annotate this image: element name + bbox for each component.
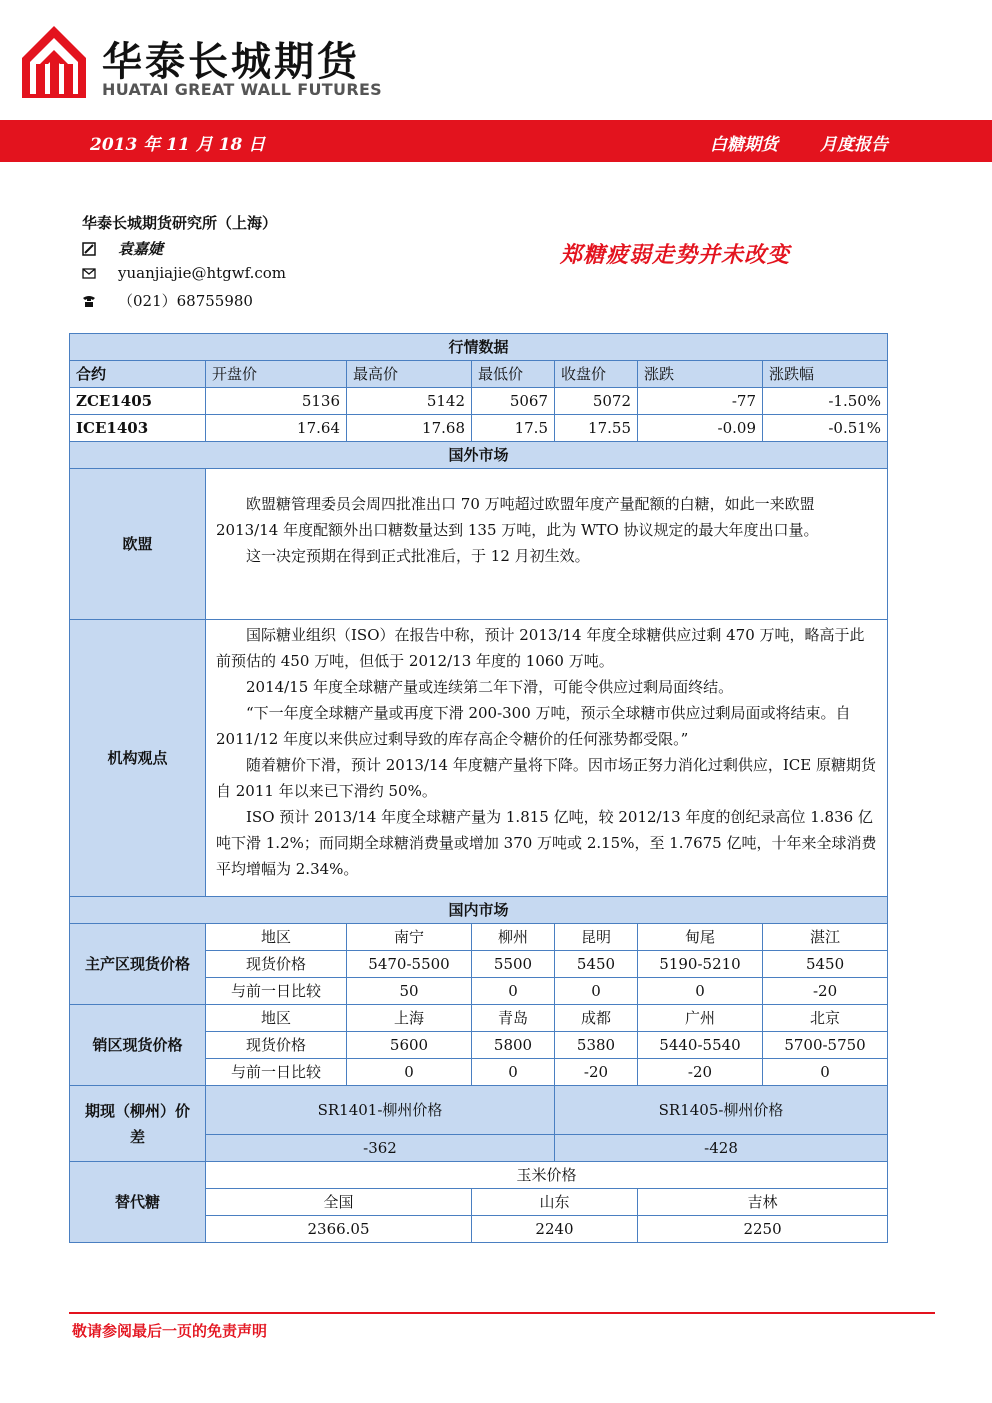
basis-row [70, 1086, 888, 1135]
institute-name: 华泰长城期货研究所（上海） [82, 214, 278, 232]
table-cell: 17.64 [206, 415, 347, 442]
envelope-icon [82, 266, 96, 280]
table-cell: 5450 [763, 951, 888, 978]
table-cell: 5136 [206, 388, 347, 415]
eu-text [206, 469, 888, 620]
column-header: 涨跌幅 [763, 361, 888, 388]
pen-note-icon [82, 242, 96, 256]
table-cell: 0 [472, 1059, 555, 1086]
telephone-icon [82, 294, 96, 308]
substitute-label: 替代糖 [70, 1162, 206, 1243]
table-cell: 2366.05 [206, 1216, 472, 1243]
table-cell: 吉林 [638, 1189, 888, 1216]
institution-paragraph: 随着糖价下滑，预计 2013/14 年度糖产量将下降。因市场正努力消化过剩供应，ICE 原糖期货自 2011 年以来已下滑约 50%。 [216, 756, 876, 800]
table-cell: 2240 [472, 1216, 638, 1243]
table-cell: 上海 [347, 1005, 472, 1032]
table-cell: 17.5 [472, 415, 555, 442]
table-cell: 与前一日比较 [206, 1059, 347, 1086]
column-header: 最高价 [347, 361, 472, 388]
table-cell: 广州 [638, 1005, 763, 1032]
table-cell: 5700-5750 [763, 1032, 888, 1059]
table-cell: 青岛 [472, 1005, 555, 1032]
table-cell: 昆明 [555, 924, 638, 951]
author-phone: （021）68755980 [118, 292, 253, 310]
table-cell: 5470-5500 [347, 951, 472, 978]
table-cell: 柳州 [472, 924, 555, 951]
table-cell: 与前一日比较 [206, 978, 347, 1005]
table-cell: 17.68 [347, 415, 472, 442]
eu-paragraph: 欧盟糖管理委员会周四批准出口 70 万吨超过欧盟年度产量配额的白糖，如此一来欧盟 2013/14 年度配额外出口糖数量达到 135 万吨，此为 WTO 协议规定的最大年度出口量。 [216, 495, 819, 539]
table-row [70, 388, 888, 415]
institution-row [70, 620, 888, 897]
table-cell: 0 [347, 1059, 472, 1086]
author-row [82, 238, 163, 259]
table-cell: -1.50% [763, 388, 888, 415]
basis-label: 期现（柳州）价差 [70, 1086, 206, 1162]
eu-row [70, 469, 888, 620]
disclaimer-note: 敬请参阅最后一页的免责声明 [72, 1322, 268, 1340]
table-cell: 山东 [472, 1189, 638, 1216]
table-cell: 0 [638, 978, 763, 1005]
institution-paragraph: “下一年度全球糖产量或再度下滑 200-300 万吨，预示全球糖市供应过剩局面或将结束。自 2011/12 年度以来供应过剩导致的库存高企令糖价的任何涨势都受限。” [216, 704, 851, 748]
table-cell: 全国 [206, 1189, 472, 1216]
table-cell: -20 [638, 1059, 763, 1086]
table-cell: 5440-5540 [638, 1032, 763, 1059]
column-header: 涨跌 [638, 361, 763, 388]
table-cell: 17.55 [555, 415, 638, 442]
company-logo-icon [20, 24, 88, 100]
basis-value: -428 [555, 1135, 888, 1162]
column-header: 收盘价 [555, 361, 638, 388]
report-date: 2013 年 11 月 18 日 [90, 135, 266, 155]
report-type: 月度报告 [820, 135, 888, 155]
table-cell: 5067 [472, 388, 555, 415]
table-cell: 0 [472, 978, 555, 1005]
table-cell: -77 [638, 388, 763, 415]
substitute-subtitle: 玉米价格 [206, 1162, 888, 1189]
producing-row [70, 924, 888, 951]
author-name: 袁嘉婕 [118, 240, 164, 258]
institution-paragraph: 2014/15 年度全球糖产量或连续第二年下滑，可能令供应过剩局面终结。 [246, 678, 734, 696]
report-headline: 郑糖疲弱走势并未改变 [560, 242, 791, 268]
brand-name-cn: 华泰长城期货 [102, 39, 360, 85]
institution-text [206, 620, 888, 897]
eu-label: 欧盟 [70, 469, 206, 620]
substitute-row [70, 1162, 888, 1189]
table-cell: 北京 [763, 1005, 888, 1032]
column-header: 合约 [70, 361, 206, 388]
institution-paragraph: 国际糖业组织（ISO）在报告中称，预计 2013/14 年度全球糖供应过剩 470 万吨，略高于此前预估的 450 万吨，但低于 2012/13 年度的 1060 万吨。 [216, 626, 865, 670]
table-cell: 现货价格 [206, 1032, 347, 1059]
domestic-title: 国内市场 [70, 897, 888, 924]
institution-label: 机构观点 [70, 620, 206, 897]
institution-paragraph: ISO 预计 2013/14 年度全球糖产量为 1.815 亿吨，较 2012/13 年度的创纪录高位 1.836 亿吨下滑 1.2%；而同期全球糖消费量或增加 370 万吨或 2.15%，至 1.7675 亿吨，十年来全球消费平均增幅为 2.34%。 [216, 808, 877, 878]
table-cell: 5500 [472, 951, 555, 978]
table-cell: 湛江 [763, 924, 888, 951]
table-cell: 地区 [206, 1005, 347, 1032]
basis-value: -362 [206, 1135, 555, 1162]
basis-col-header: SR1405-柳州价格 [555, 1086, 888, 1135]
selling-label: 销区现货价格 [70, 1005, 206, 1086]
contract-cell: ZCE1405 [70, 388, 206, 415]
eu-paragraph: 这一决定预期在得到正式批准后，于 12 月初生效。 [246, 547, 590, 565]
table-cell: 5450 [555, 951, 638, 978]
table-cell: 5600 [347, 1032, 472, 1059]
domestic-title-row [70, 897, 888, 924]
table-cell: 地区 [206, 924, 347, 951]
foreign-title-row [70, 442, 888, 469]
table-cell: 成都 [555, 1005, 638, 1032]
table-cell: 5072 [555, 388, 638, 415]
table-cell: -0.09 [638, 415, 763, 442]
report-category: 白糖期货 [710, 135, 778, 155]
selling-row [70, 1005, 888, 1032]
report-table [69, 333, 888, 1243]
table-cell: 甸尾 [638, 924, 763, 951]
brand-name-en: HUATAI GREAT WALL FUTURES [102, 80, 382, 99]
author-email[interactable]: yuanjiajie@htgwf.com [118, 264, 287, 282]
table-cell: 南宁 [347, 924, 472, 951]
phone-row [82, 290, 253, 311]
column-header: 开盘价 [206, 361, 347, 388]
table-cell: 5800 [472, 1032, 555, 1059]
basis-col-header: SR1401-柳州价格 [206, 1086, 555, 1135]
table-cell: 5142 [347, 388, 472, 415]
table-cell: 5190-5210 [638, 951, 763, 978]
table-cell: 50 [347, 978, 472, 1005]
column-header: 最低价 [472, 361, 555, 388]
email-row [82, 264, 286, 282]
foreign-title: 国外市场 [70, 442, 888, 469]
market-title: 行情数据 [70, 334, 888, 361]
table-cell: 0 [763, 1059, 888, 1086]
contract-cell: ICE1403 [70, 415, 206, 442]
market-header-row [70, 361, 888, 388]
table-cell: 2250 [638, 1216, 888, 1243]
producing-label: 主产区现货价格 [70, 924, 206, 1005]
footer-divider [69, 1312, 935, 1314]
table-row [70, 415, 888, 442]
table-cell: 现货价格 [206, 951, 347, 978]
market-title-row [70, 334, 888, 361]
table-cell: 0 [555, 978, 638, 1005]
table-cell: -20 [555, 1059, 638, 1086]
table-cell: -0.51% [763, 415, 888, 442]
table-cell: -20 [763, 978, 888, 1005]
table-cell: 5380 [555, 1032, 638, 1059]
